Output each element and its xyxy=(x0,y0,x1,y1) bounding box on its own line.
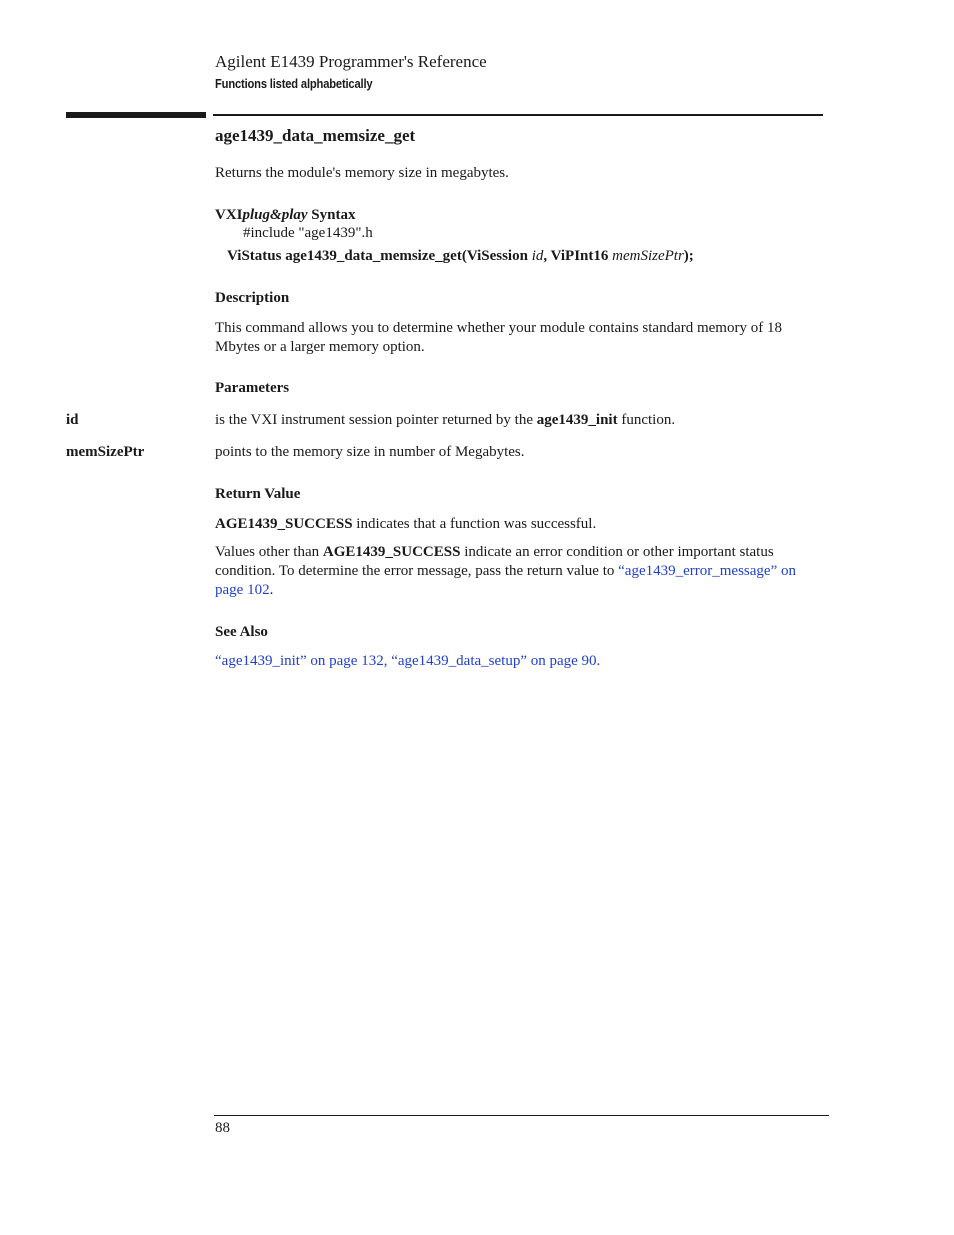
link-error-message[interactable]: “age1439_error_message” on page 102 xyxy=(215,563,796,598)
summary-text: Returns the module's memory size in megabytes. xyxy=(215,165,509,181)
link-age1439-data-setup[interactable]: “age1439_data_setup” on page 90 xyxy=(391,653,597,669)
return-value-success: AGE1439_SUCCESS indicates that a function was successful. xyxy=(215,516,597,532)
see-also-heading: See Also xyxy=(215,624,268,640)
syntax-heading: VXIplug&play Syntax xyxy=(215,207,356,223)
return-value-other: Values other than AGE1439_SUCCESS indicate an error condition or other important status condition. To determine the error message, pass the return value to “age1439_error_message” on page 102. xyxy=(215,544,796,598)
footer-rule xyxy=(214,1115,829,1116)
link-age1439-init[interactable]: “age1439_init” on page 132 xyxy=(215,653,384,669)
return-value-heading: Return Value xyxy=(215,486,301,502)
function-title: age1439_data_memsize_get xyxy=(215,126,416,145)
section-rule-thick xyxy=(66,112,206,118)
function-signature: ViStatus age1439_data_memsize_get(ViSession id, ViPInt16 memSizePtr); xyxy=(227,248,694,264)
page-number: 88 xyxy=(215,1120,230,1136)
description-heading: Description xyxy=(215,290,290,306)
param-name-memsizeptr: memSizePtr xyxy=(66,444,145,460)
running-header-subtitle: Functions listed alphabetically xyxy=(215,76,373,91)
see-also-links: “age1439_init” on page 132, “age1439_data_setup” on page 90. xyxy=(215,653,601,669)
param-desc-memsizeptr: points to the memory size in number of Megabytes. xyxy=(215,444,525,460)
include-line: #include "age1439".h xyxy=(243,225,373,241)
param-desc-id: is the VXI instrument session pointer returned by the age1439_init function. xyxy=(215,412,676,428)
parameters-heading: Parameters xyxy=(215,380,290,396)
running-header-title: Agilent E1439 Programmer's Reference xyxy=(215,52,487,71)
section-rule-thin xyxy=(213,114,823,116)
description-text: This command allows you to determine whether your module contains standard memory of 18 Mbytes or a larger memory option. xyxy=(215,320,782,355)
param-name-id: id xyxy=(66,412,79,428)
